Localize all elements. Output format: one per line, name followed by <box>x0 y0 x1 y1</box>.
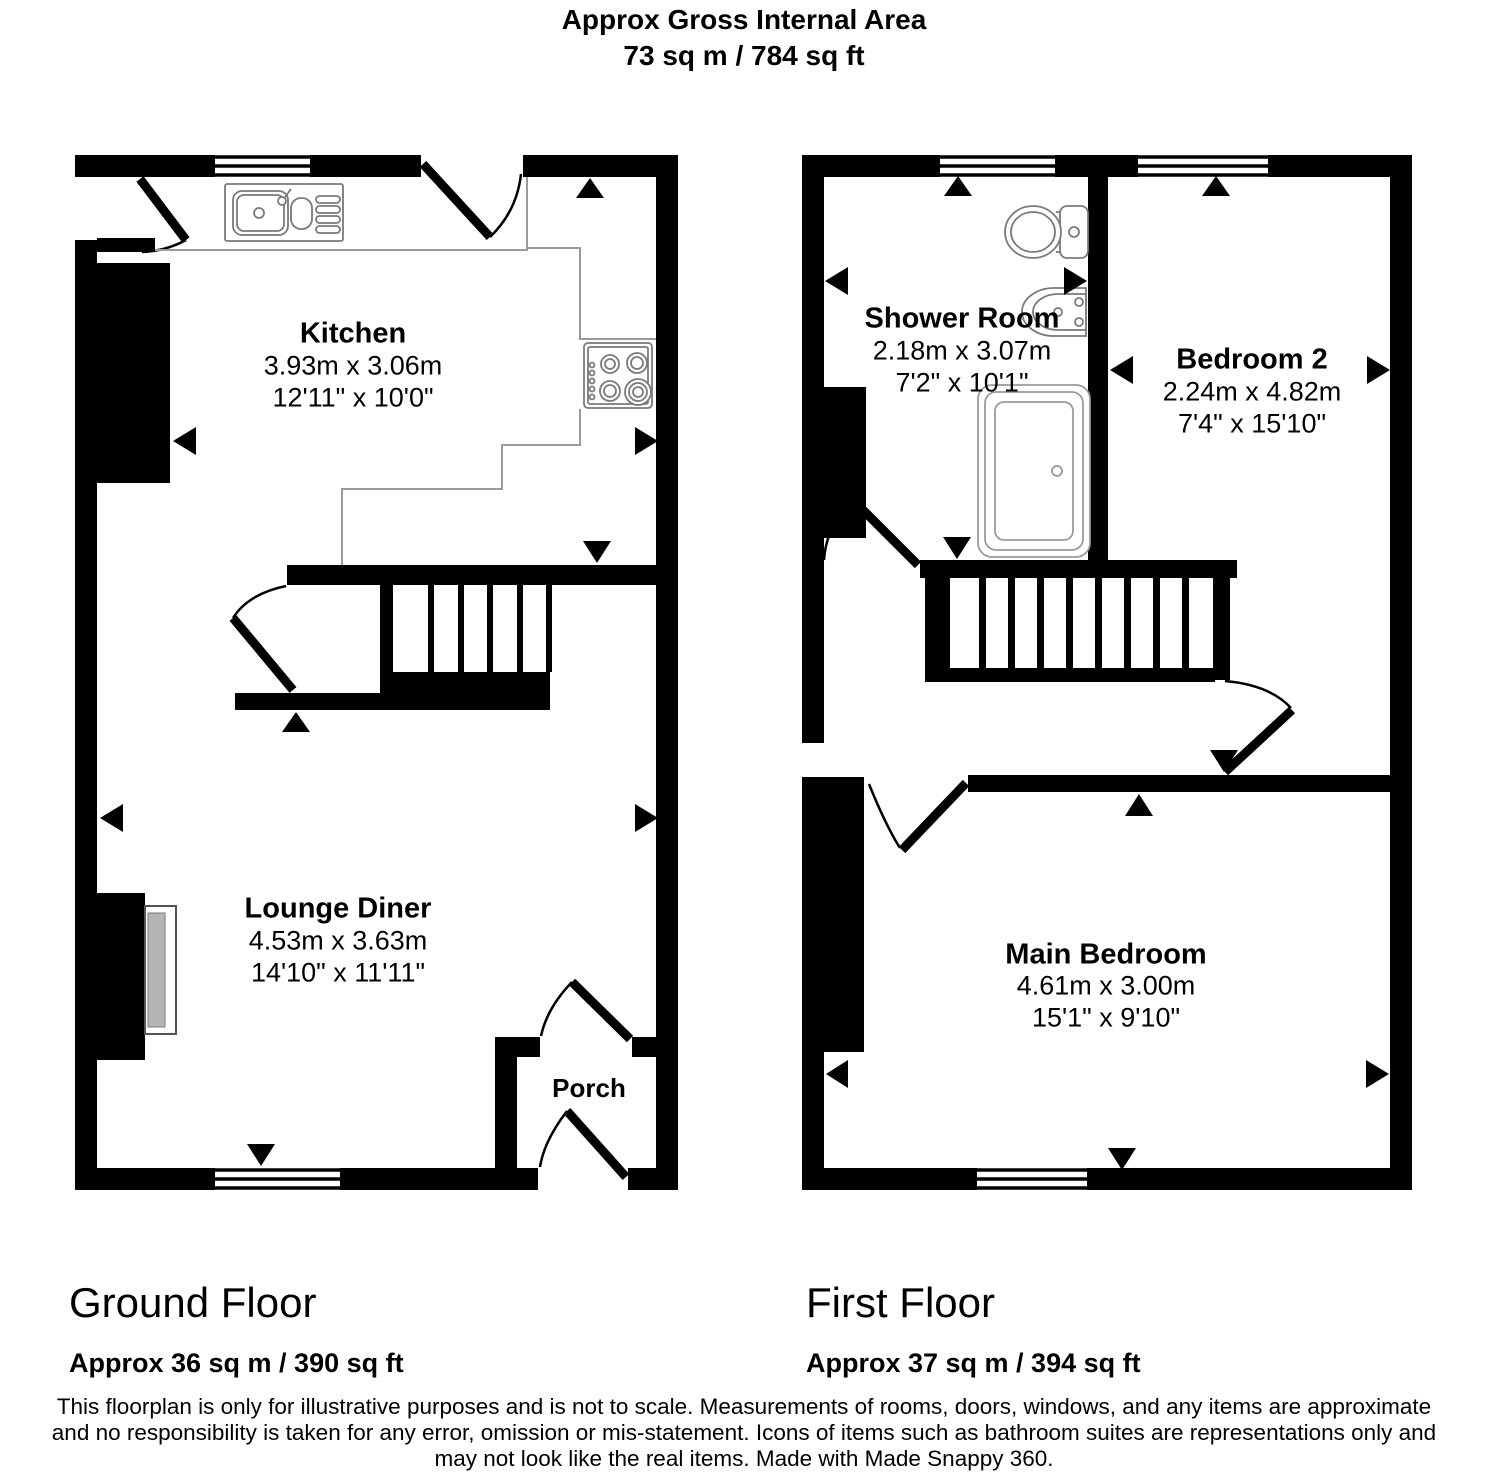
page-title-line2: 73 sq m / 784 sq ft <box>623 40 865 71</box>
arrow-up-icon <box>576 178 604 198</box>
arrow-down-icon <box>943 537 971 559</box>
kitchen-metric: 3.93m x 3.06m <box>263 350 443 381</box>
shower-room-label: Shower Room <box>864 302 1060 335</box>
first-floor-area: Approx 37 sq m / 394 sq ft <box>806 1348 1141 1378</box>
shower-room-metric: 2.18m x 3.07m <box>872 335 1052 366</box>
arrow-left-icon <box>1110 356 1133 384</box>
arrow-left-icon <box>173 427 196 455</box>
kitchen-label: Kitchen <box>299 317 407 350</box>
window <box>215 1168 340 1190</box>
main-bedroom-metric: 4.61m x 3.00m <box>1016 970 1196 1001</box>
window <box>1138 155 1268 177</box>
ground-floor-plan <box>75 155 678 1190</box>
arrow-right-icon <box>635 427 658 455</box>
lounge-label: Lounge Diner <box>244 892 432 925</box>
shower-room-imperial: 7'2" x 10'1" <box>895 367 1029 398</box>
arrow-left-icon <box>100 804 123 832</box>
main-bedroom-imperial: 15'1" x 9'10" <box>1031 1002 1181 1033</box>
bedroom2-label: Bedroom 2 <box>1176 343 1328 376</box>
porch-label: Porch <box>552 1073 626 1103</box>
ground-floor-area: Approx 36 sq m / 390 sq ft <box>69 1348 404 1378</box>
stairs <box>235 565 658 710</box>
disclaimer-line3: may not look like the real items. Made with Made Snappy 360. <box>434 1446 1054 1471</box>
sink-icon <box>225 184 343 241</box>
bath-icon <box>978 385 1090 557</box>
lounge-metric: 4.53m x 3.63m <box>248 925 428 956</box>
page-title-line1: Approx Gross Internal Area <box>561 4 927 35</box>
fireplace-icon <box>145 906 176 1034</box>
window <box>215 155 310 177</box>
ground-floor-caption: Ground Floor <box>69 1279 317 1326</box>
first-floor-caption: First Floor <box>806 1279 995 1326</box>
arrow-up-icon <box>1202 176 1230 196</box>
window <box>940 155 1055 177</box>
main-bedroom-label: Main Bedroom <box>1005 938 1207 971</box>
toilet-icon <box>1005 206 1088 258</box>
arrow-right-icon <box>635 804 658 832</box>
porch-walls <box>495 1037 658 1190</box>
hob-icon <box>584 343 652 408</box>
arrow-left-icon <box>825 267 848 295</box>
bedroom2-imperial: 7'4" x 15'10" <box>1177 408 1327 439</box>
arrow-up-icon <box>282 712 310 732</box>
arrow-right-icon <box>1367 356 1390 384</box>
window <box>977 1168 1087 1190</box>
arrow-left-icon <box>826 1060 848 1088</box>
arrow-down-icon <box>247 1144 275 1166</box>
arrow-up-icon <box>944 176 972 196</box>
lounge-imperial: 14'10" x 11'11" <box>250 957 426 988</box>
stairs <box>920 560 1237 682</box>
kitchen-imperial: 12'11" x 10'0" <box>272 382 434 413</box>
disclaimer-line2: and no responsibility is taken for any error, omission or mis-statement. Icons of items such as bathroom suites are representations only and <box>51 1420 1437 1445</box>
arrow-down-icon <box>1108 1148 1136 1170</box>
arrow-right-icon <box>1366 1060 1389 1088</box>
arrow-down-icon <box>583 541 611 563</box>
bedroom2-metric: 2.24m x 4.82m <box>1162 376 1342 407</box>
disclaimer-line1: This floorplan is only for illustrative purposes and is not to scale. Measurements of rooms, doors, windows, and any items are approximate <box>56 1394 1432 1419</box>
arrow-up-icon <box>1125 794 1153 816</box>
